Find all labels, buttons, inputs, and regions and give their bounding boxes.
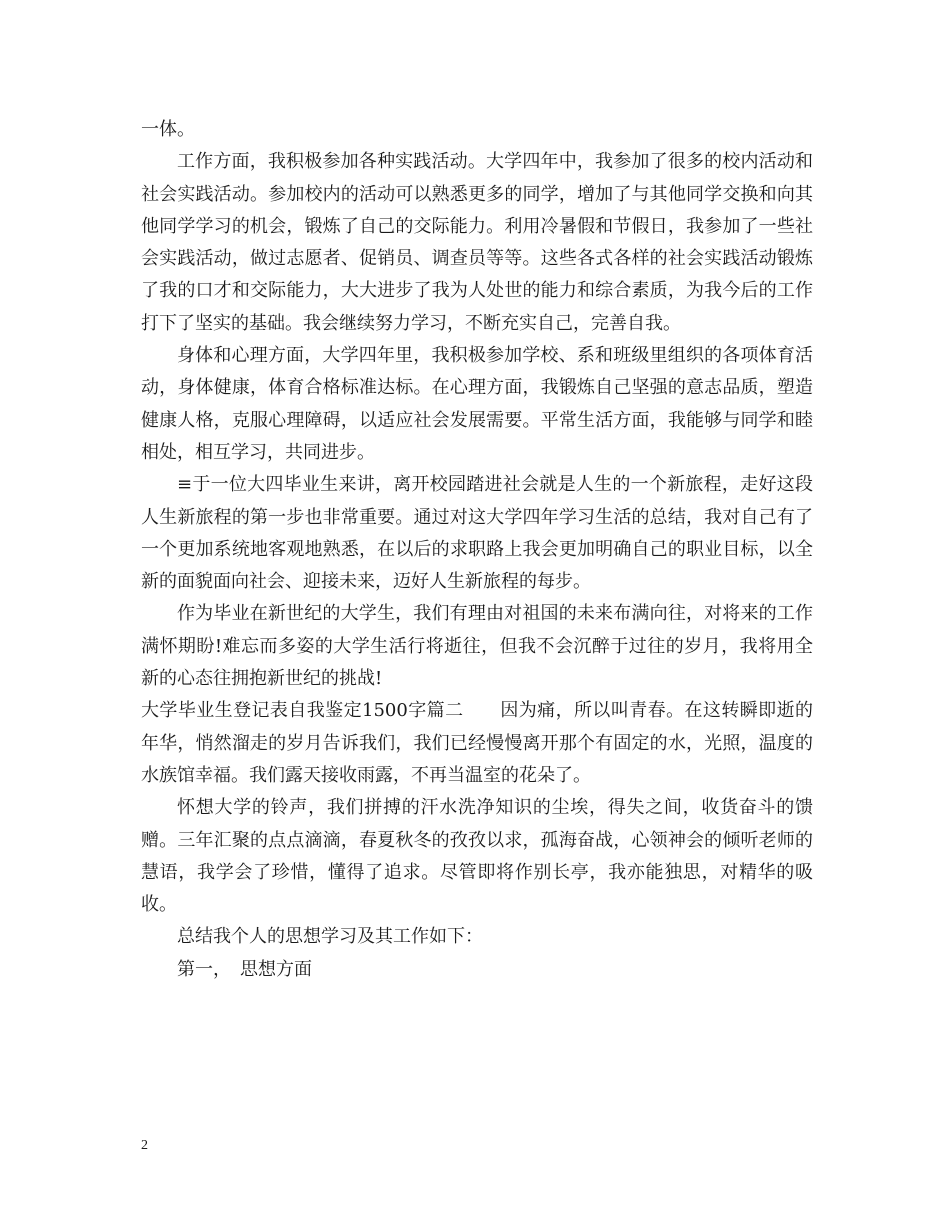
paragraph-1: 一体。 bbox=[141, 119, 195, 140]
paragraph-4: ≡于一位大四毕业生来讲，离开校园踏进社会就是人生的一个新旅程，走好这段人生新旅程的第一步也非常重要。通过对这大学四年学习生活的总结，我对自己有了一个更加系统地客观地熟悉，在以后的求职路上我会更加明确自己的职业目标，以全新的面貌面向社会、迎接未来，迈好人生新旅程的每步。 bbox=[141, 474, 813, 593]
paragraph-5: 作为毕业在新世纪的大学生，我们有理由对祖国的未来布满向往，对将来的工作满怀期盼!难忘而多姿的大学生活行将逝往，但我不会沉醉于过往的岁月，我将用全新的心态往拥抱新世纪的挑战! bbox=[141, 603, 813, 690]
body-text bbox=[141, 114, 813, 986]
paragraph-9: 第一， 思想方面 bbox=[177, 958, 312, 980]
page-number: 2 bbox=[141, 1138, 148, 1153]
paragraph-7: 怀想大学的铃声，我们拼搏的汗水洗净知识的尘埃，得失之间，收货奋斗的馈赠。三年汇聚的点点滴滴，春夏秋冬的孜孜以求，孤海奋战，心领神会的倾听老师的慧语，我学会了珍惜，懂得了追求。尽管即将作别长亭，我亦能独思，对精华的吸收。 bbox=[141, 797, 813, 916]
paragraph-3: 身体和心理方面，大学四年里，我积极参加学校、系和班级里组织的各项体育活动，身体健康，体育合格标准达标。在心理方面，我锻炼自己坚强的意志品质，塑造健康人格，克服心理障碍，以适应社会发展需要。平常生活方面，我能够与同学和睦相处，相互学习，共同进步。 bbox=[141, 345, 813, 463]
paragraph-8: 总结我个人的思想学习及其工作如下： bbox=[177, 926, 483, 948]
paragraph-6: 大学毕业生登记表自我鉴定1500字篇二 因为痛，所以叫青春。在这转瞬即逝的年华，悄然溜走的岁月告诉我们，我们已经慢慢离开那个有固定的水，光照，温度的水族馆幸福。我们露天接收雨露，不再当温室的花朵了。 bbox=[141, 700, 813, 786]
paragraph-2: 工作方面，我积极参加各种实践活动。大学四年中，我参加了很多的校内活动和社会实践活动。参加校内的活动可以熟悉更多的同学，增加了与其他同学交换和向其他同学学习的机会，锻炼了自己的交际能力。利用冷暑假和节假日，我参加了一些社会实践活动，做过志愿者、促销员、调查员等等。这些各式各样的社会实践活动锻炼了我的口才和交际能力，大大进步了我为人处世的能力和综合素质，为我今后的工作打下了坚实的基础。我会继续努力学习，不断充实自己，完善自我。 bbox=[141, 151, 813, 334]
